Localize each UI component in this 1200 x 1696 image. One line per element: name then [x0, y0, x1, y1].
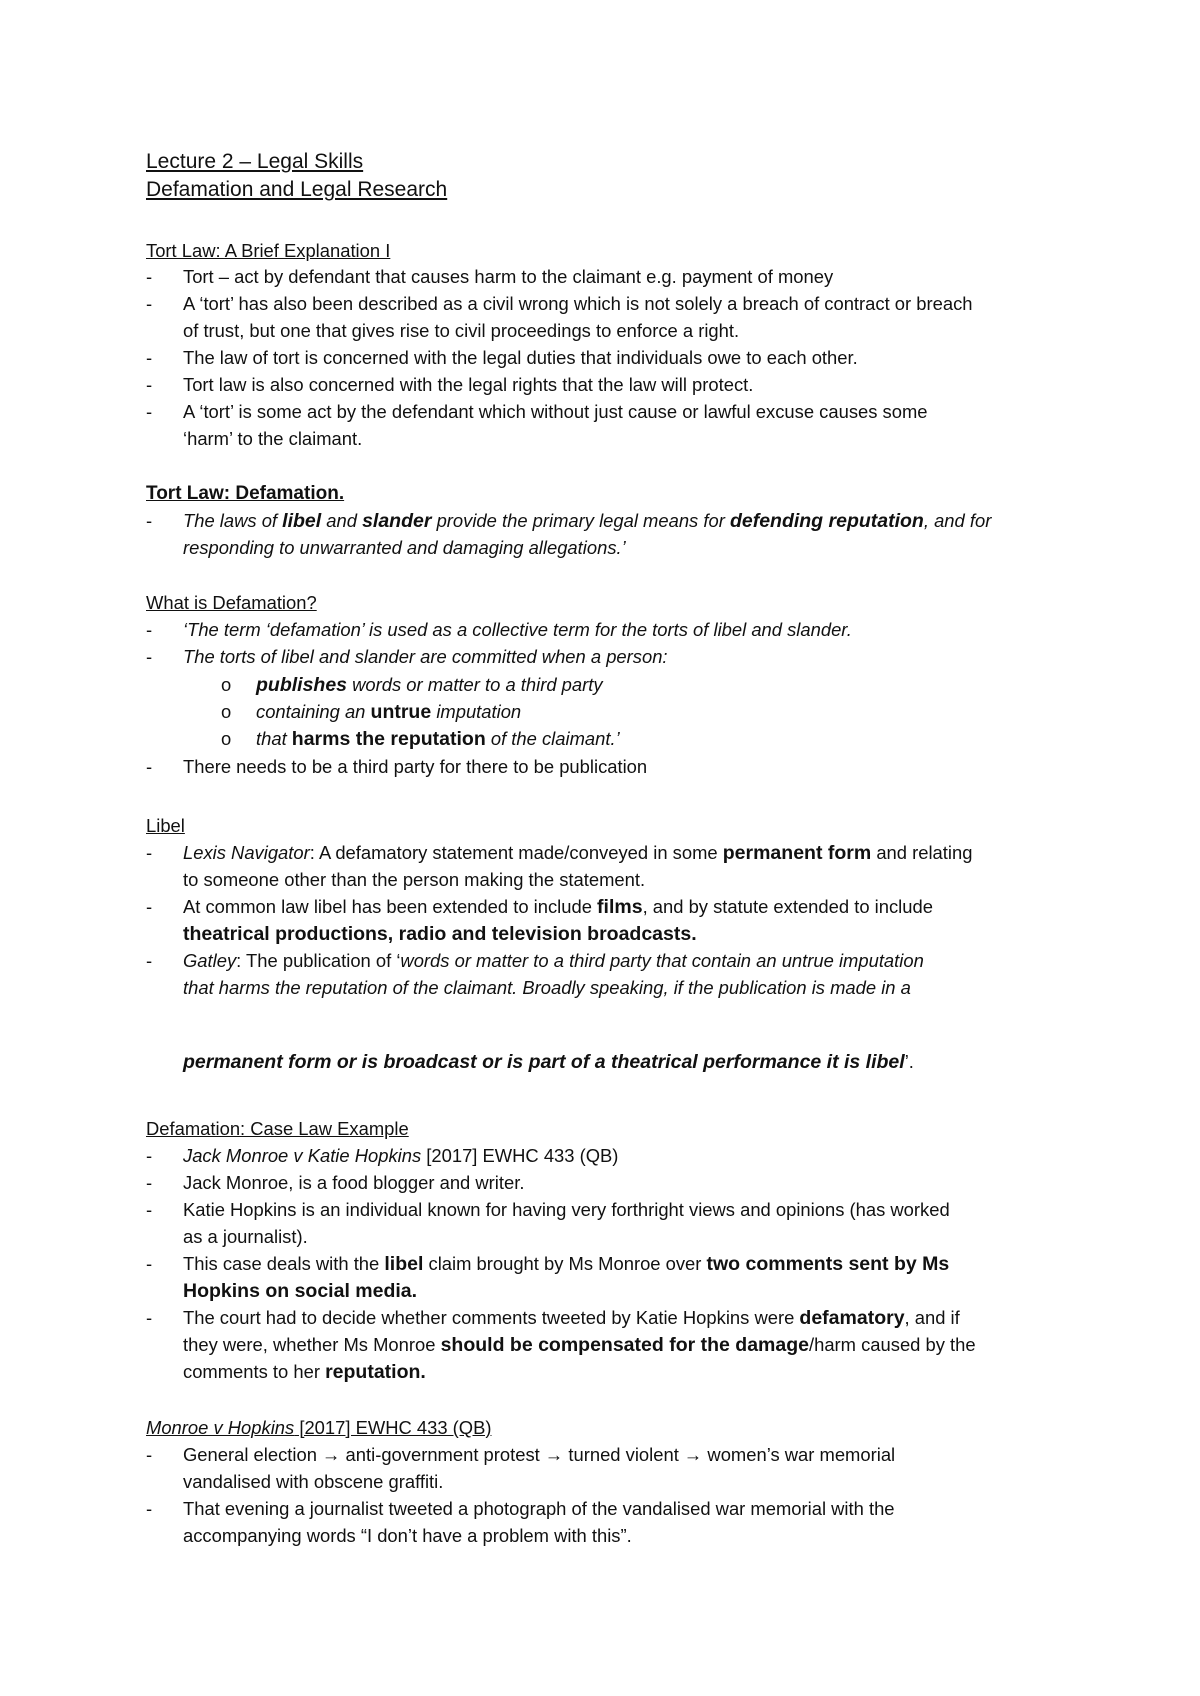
bullet-text: The court had to decide whether comments tweeted by Katie Hopkins were defamatory, and if — [183, 1307, 960, 1329]
section-heading-what-is-defamation: What is Defamation? — [146, 592, 317, 613]
bullet-dash: - — [146, 510, 153, 531]
quote-line: The laws of libel and slander provide the primary legal means for defending reputation, and for — [183, 510, 992, 532]
sub-bullet-marker: o — [221, 674, 232, 695]
lecture-subtitle: Defamation and Legal Research — [146, 178, 448, 201]
sub-bullet-text: containing an untrue imputation — [256, 701, 522, 723]
lecture-title: Lecture 2 – Legal Skills — [146, 150, 364, 173]
bullet-dash: - — [146, 1444, 153, 1465]
bullet-dash: - — [146, 896, 153, 917]
bullet-text-cont: to someone other than the person making the statement. — [183, 869, 646, 890]
bullet-text: The torts of libel and slander are committed when a person: — [183, 646, 668, 667]
bullet-dash: - — [146, 266, 153, 287]
bullet-text: A ‘tort’ is some act by the defendant which without just cause or lawful excuse causes some — [183, 401, 928, 422]
sub-bullet-text: that harms the reputation of the claimant.’ — [256, 728, 620, 750]
bullet-text-cont: as a journalist). — [183, 1226, 308, 1247]
bullet-text: That evening a journalist tweeted a photograph of the vandalised war memorial with the — [183, 1498, 895, 1519]
bullet-dash: - — [146, 619, 153, 640]
bullet-text-cont: theatrical productions, radio and television broadcasts. — [183, 923, 697, 945]
bullet-text: There needs to be a third party for there to be publication — [183, 756, 648, 777]
bullet-text: Tort – act by defendant that causes harm to the claimant e.g. payment of money — [183, 266, 834, 287]
sub-bullet-text: publishes words or matter to a third party — [256, 674, 603, 696]
bullet-text: Jack Monroe, is a food blogger and writer. — [183, 1172, 525, 1193]
bullet-dash: - — [146, 1172, 153, 1193]
bullet-text: Tort law is also concerned with the legal rights that the law will protect. — [183, 374, 754, 395]
bullet-text-cont: permanent form or is broadcast or is part of a theatrical performance it is libel’. — [183, 1051, 914, 1073]
arrow-right-icon: → — [544, 1444, 564, 1465]
bullet-text-cont: of trust, but one that gives rise to civil proceedings to enforce a right. — [183, 320, 740, 341]
bullet-text-cont: accompanying words “I don’t have a problem with this”. — [183, 1525, 632, 1546]
bullet-dash: - — [146, 842, 153, 863]
bullet-text: The law of tort is concerned with the legal duties that individuals owe to each other. — [183, 347, 858, 368]
bullet-dash: - — [146, 374, 153, 395]
bullet-dash: - — [146, 401, 153, 422]
bullet-text: This case deals with the libel claim brought by Ms Monroe over two comments sent by Ms — [183, 1253, 950, 1275]
sub-bullet-marker: o — [221, 701, 232, 722]
section-heading-defamation: Tort Law: Defamation. — [146, 483, 345, 504]
bullet-text-cont: that harms the reputation of the claimant. Broadly speaking, if the publication is made in a — [183, 977, 911, 998]
bullet-dash: - — [146, 347, 153, 368]
bullet-dash: - — [146, 1253, 153, 1274]
section-heading-libel: Libel — [146, 815, 185, 836]
bullet-dash: - — [146, 1307, 153, 1328]
bullet-text-cont: Hopkins on social media. — [183, 1280, 418, 1302]
bullet-text: Katie Hopkins is an individual known for having very forthright views and opinions (has worked — [183, 1199, 950, 1220]
bullet-text: Lexis Navigator: A defamatory statement made/conveyed in some permanent form and relating — [183, 842, 973, 864]
section-heading-case-law: Defamation: Case Law Example — [146, 1118, 409, 1139]
quote-line-cont: responding to unwarranted and damaging allegations.’ — [183, 537, 626, 558]
bullet-text: Jack Monroe v Katie Hopkins [2017] EWHC 433 (QB) — [183, 1145, 619, 1166]
bullet-text: General election → anti-government protest → turned violent → women’s war memorial — [183, 1444, 896, 1465]
bullet-dash: - — [146, 1498, 153, 1519]
bullet-dash: - — [146, 293, 153, 314]
bullet-dash: - — [146, 1145, 153, 1166]
bullet-text-cont: vandalised with obscene graffiti. — [183, 1471, 444, 1492]
bullet-dash: - — [146, 646, 153, 667]
arrow-right-icon: → — [322, 1444, 341, 1465]
bullet-text-cont: comments to her reputation. — [183, 1361, 426, 1383]
bullet-text: At common law libel has been extended to include films, and by statute extended to include — [183, 896, 933, 918]
bullet-text: Gatley: The publication of ‘words or matter to a third party that contain an untrue imputation — [183, 950, 924, 971]
bullet-text-cont: they were, whether Ms Monroe should be compensated for the damage/harm caused by the — [183, 1334, 976, 1356]
bullet-text: ‘The term ‘defamation’ is used as a collective term for the torts of libel and slander. — [183, 619, 852, 640]
bullet-text-cont: ‘harm’ to the claimant. — [183, 428, 363, 449]
section-heading-monroe-v-hopkins: Monroe v Hopkins [2017] EWHC 433 (QB) — [146, 1417, 492, 1438]
bullet-dash: - — [146, 1199, 153, 1220]
bullet-dash: - — [146, 950, 153, 971]
bullet-text: A ‘tort’ has also been described as a civil wrong which is not solely a breach of contract or breach — [183, 293, 973, 314]
section-heading-tort-law: Tort Law: A Brief Explanation I — [146, 240, 391, 261]
bullet-dash: - — [146, 756, 153, 777]
sub-bullet-marker: o — [221, 728, 232, 749]
arrow-right-icon: → — [683, 1444, 703, 1465]
